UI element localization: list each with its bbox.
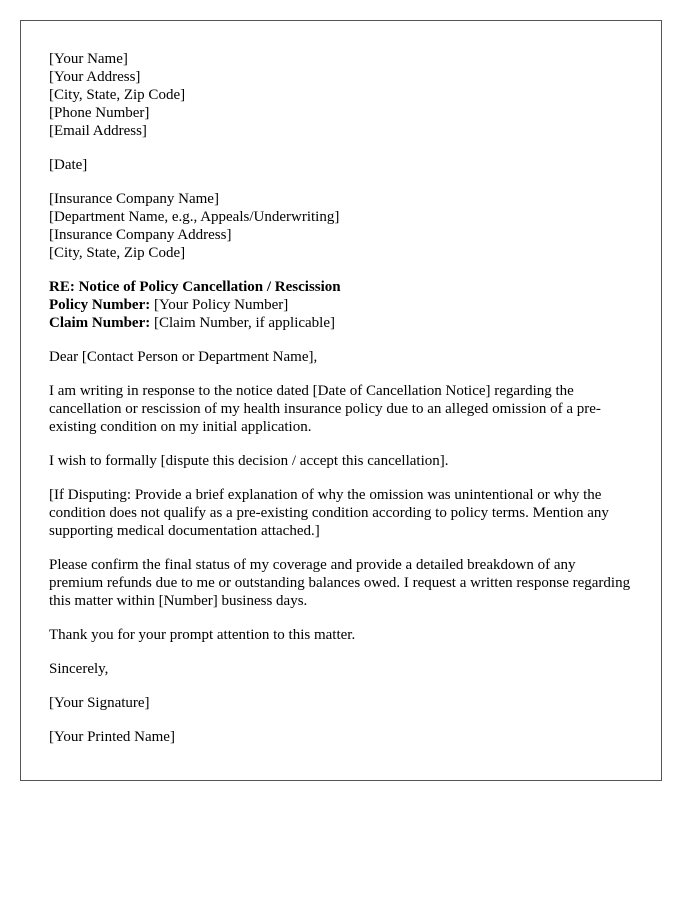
re-subject-text: RE: Notice of Policy Cancellation / Rescission xyxy=(49,279,341,295)
body-paragraph-1: I am writing in response to the notice dated [Date of Cancellation Notice] regarding the cancellation or rescission of my health insurance policy due to an alleged omission of a pre-existing condition on my initial application. xyxy=(49,383,601,435)
sender-address: [Your Address] xyxy=(49,69,141,85)
claim-number-value: [Claim Number, if applicable] xyxy=(150,315,336,331)
claim-number-label: Claim Number: xyxy=(49,315,151,331)
body-paragraph-5: Thank you for your prompt attention to this matter. xyxy=(49,627,356,643)
letter-page xyxy=(20,20,662,781)
closing: Sincerely, xyxy=(49,661,109,677)
policy-number-line xyxy=(49,296,633,314)
printed-name: [Your Printed Name] xyxy=(49,729,175,745)
sender-email: [Email Address] xyxy=(49,123,147,139)
sender-name: [Your Name] xyxy=(49,51,128,67)
recipient-city-state-zip: [City, State, Zip Code] xyxy=(49,245,186,261)
policy-number-label: Policy Number: xyxy=(49,297,151,313)
salutation: Dear [Contact Person or Department Name], xyxy=(49,349,318,365)
date-block xyxy=(49,156,633,174)
recipient-department: [Department Name, e.g., Appeals/Underwriting] xyxy=(49,209,340,225)
signature-placeholder: [Your Signature] xyxy=(49,695,150,711)
body-paragraph-2: I wish to formally [dispute this decision / accept this cancellation]. xyxy=(49,453,449,469)
re-subject xyxy=(49,278,633,296)
recipient-block xyxy=(49,190,633,262)
sender-block xyxy=(49,50,633,140)
sender-city-state-zip: [City, State, Zip Code] xyxy=(49,87,186,103)
letter-date: [Date] xyxy=(49,157,88,173)
policy-number-value: [Your Policy Number] xyxy=(150,297,289,313)
claim-number-line xyxy=(49,314,633,332)
reference-block xyxy=(49,278,633,332)
recipient-address: [Insurance Company Address] xyxy=(49,227,232,243)
recipient-company: [Insurance Company Name] xyxy=(49,191,219,207)
sender-phone: [Phone Number] xyxy=(49,105,150,121)
body-paragraph-3: [If Disputing: Provide a brief explanation of why the omission was unintentional or why the condition does not qualify as a pre-existing condition according to policy terms. Mention any supporting medical documentation attached.] xyxy=(49,487,609,539)
body-paragraph-4: Please confirm the final status of my coverage and provide a detailed breakdown of any premium refunds due to me or outstanding balances owed. I request a written response regarding this matter within [Number] business days. xyxy=(49,557,631,609)
